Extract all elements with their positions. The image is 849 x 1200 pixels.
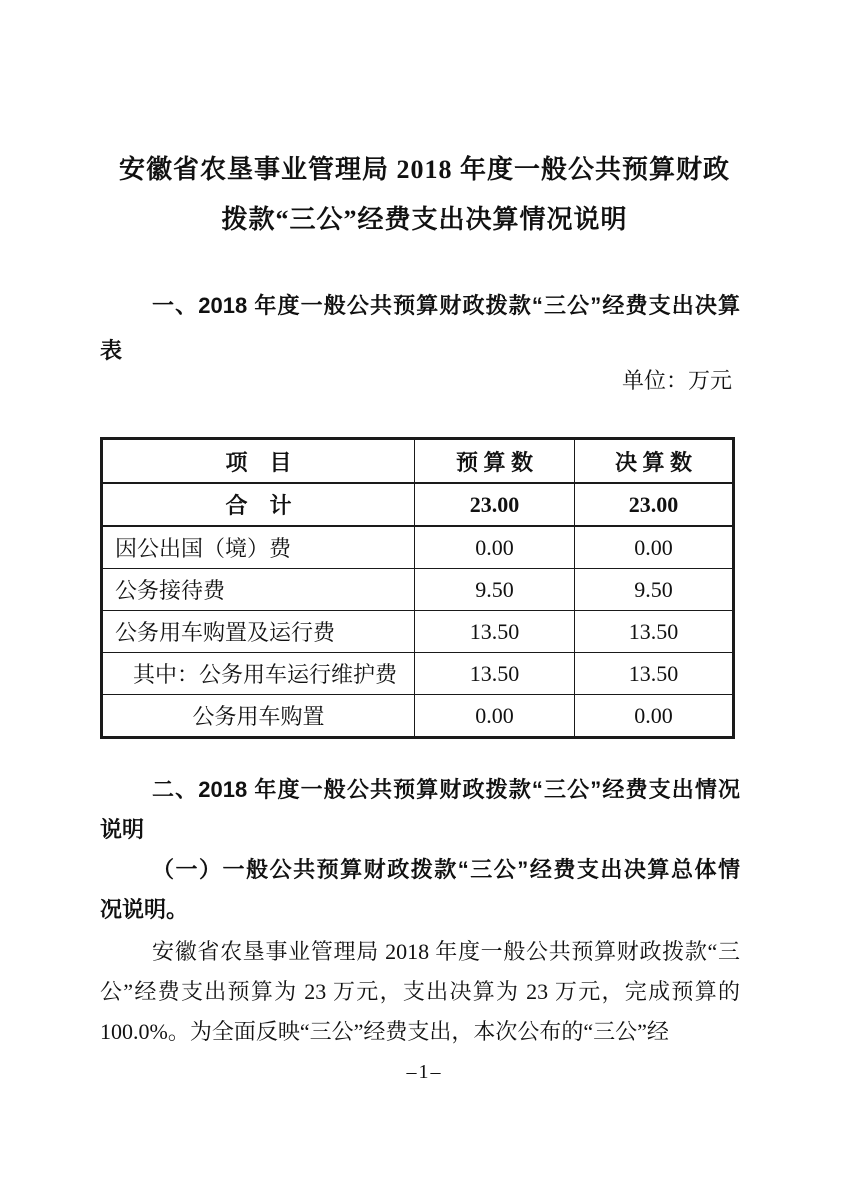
budget-table-container <box>100 437 735 739</box>
cell-final: 0.00 <box>575 526 734 569</box>
document-title-line2: 拨款“三公”经费支出决算情况说明 <box>221 205 628 234</box>
cell-item: 公务用车购置 <box>102 695 415 738</box>
table-row-reception <box>102 569 734 611</box>
cell-item: 其中：公务用车运行维护费 <box>102 653 415 695</box>
table-row-vehicle-total <box>102 611 734 653</box>
section2-heading-line2: 说明 <box>100 817 145 842</box>
table-row-total <box>102 483 734 526</box>
subsection1-heading-line2: 况说明。 <box>100 897 189 922</box>
subsection1-heading-line1: （一）一般公共预算财政拨款“三公”经费支出决算总体情 <box>152 857 740 882</box>
cell-item: 公务接待费 <box>102 569 415 611</box>
cell-final: 13.50 <box>575 611 734 653</box>
cell-final: 0.00 <box>575 695 734 738</box>
cell-budget: 13.50 <box>415 611 575 653</box>
cell-item: 合 计 <box>102 483 415 526</box>
budget-table <box>100 437 735 739</box>
paragraph-line1: 安徽省农垦事业管理局 2018 年度一般公共预算财政拨款“三 <box>152 939 740 964</box>
section1-heading-line2: 表 <box>100 338 123 363</box>
table-row-vehicle-purchase <box>102 695 734 738</box>
paragraph-line3: 100.0%。为全面反映“三公”经费支出，本次公布的“三公”经 <box>100 1019 669 1044</box>
body-paragraph <box>100 932 740 1052</box>
header-item: 项 目 <box>102 439 415 484</box>
cell-budget: 0.00 <box>415 695 575 738</box>
cell-item: 因公出国（境）费 <box>102 526 415 569</box>
cell-budget: 13.50 <box>415 653 575 695</box>
unit-label: 单位：万元 <box>621 368 732 393</box>
header-final: 决 算 数 <box>575 439 734 484</box>
cell-budget: 23.00 <box>415 483 575 526</box>
section2-heading-line1: 二、2018 年度一般公共预算财政拨款“三公”经费支出情况 <box>152 777 740 802</box>
section1-heading <box>100 283 740 373</box>
table-header-row <box>102 439 734 484</box>
paragraph-line2: 公”经费支出预算为 23 万元，支出决算为 23 万元，完成预算的 <box>100 979 740 1004</box>
section2-heading <box>100 770 740 850</box>
cell-budget: 9.50 <box>415 569 575 611</box>
page-number: –1– <box>406 1061 443 1083</box>
header-budget: 预 算 数 <box>415 439 575 484</box>
table-row-vehicle-maintenance <box>102 653 734 695</box>
subsection1-heading <box>100 850 740 930</box>
section1-heading-line1: 一、2018 年度一般公共预算财政拨款“三公”经费支出决算 <box>152 293 740 318</box>
cell-final: 13.50 <box>575 653 734 695</box>
table-row-abroad <box>102 526 734 569</box>
document-title <box>0 145 849 245</box>
cell-final: 23.00 <box>575 483 734 526</box>
cell-final: 9.50 <box>575 569 734 611</box>
document-title-line1: 安徽省农垦事业管理局 2018 年度一般公共预算财政 <box>118 155 730 184</box>
cell-budget: 0.00 <box>415 526 575 569</box>
cell-item: 公务用车购置及运行费 <box>102 611 415 653</box>
